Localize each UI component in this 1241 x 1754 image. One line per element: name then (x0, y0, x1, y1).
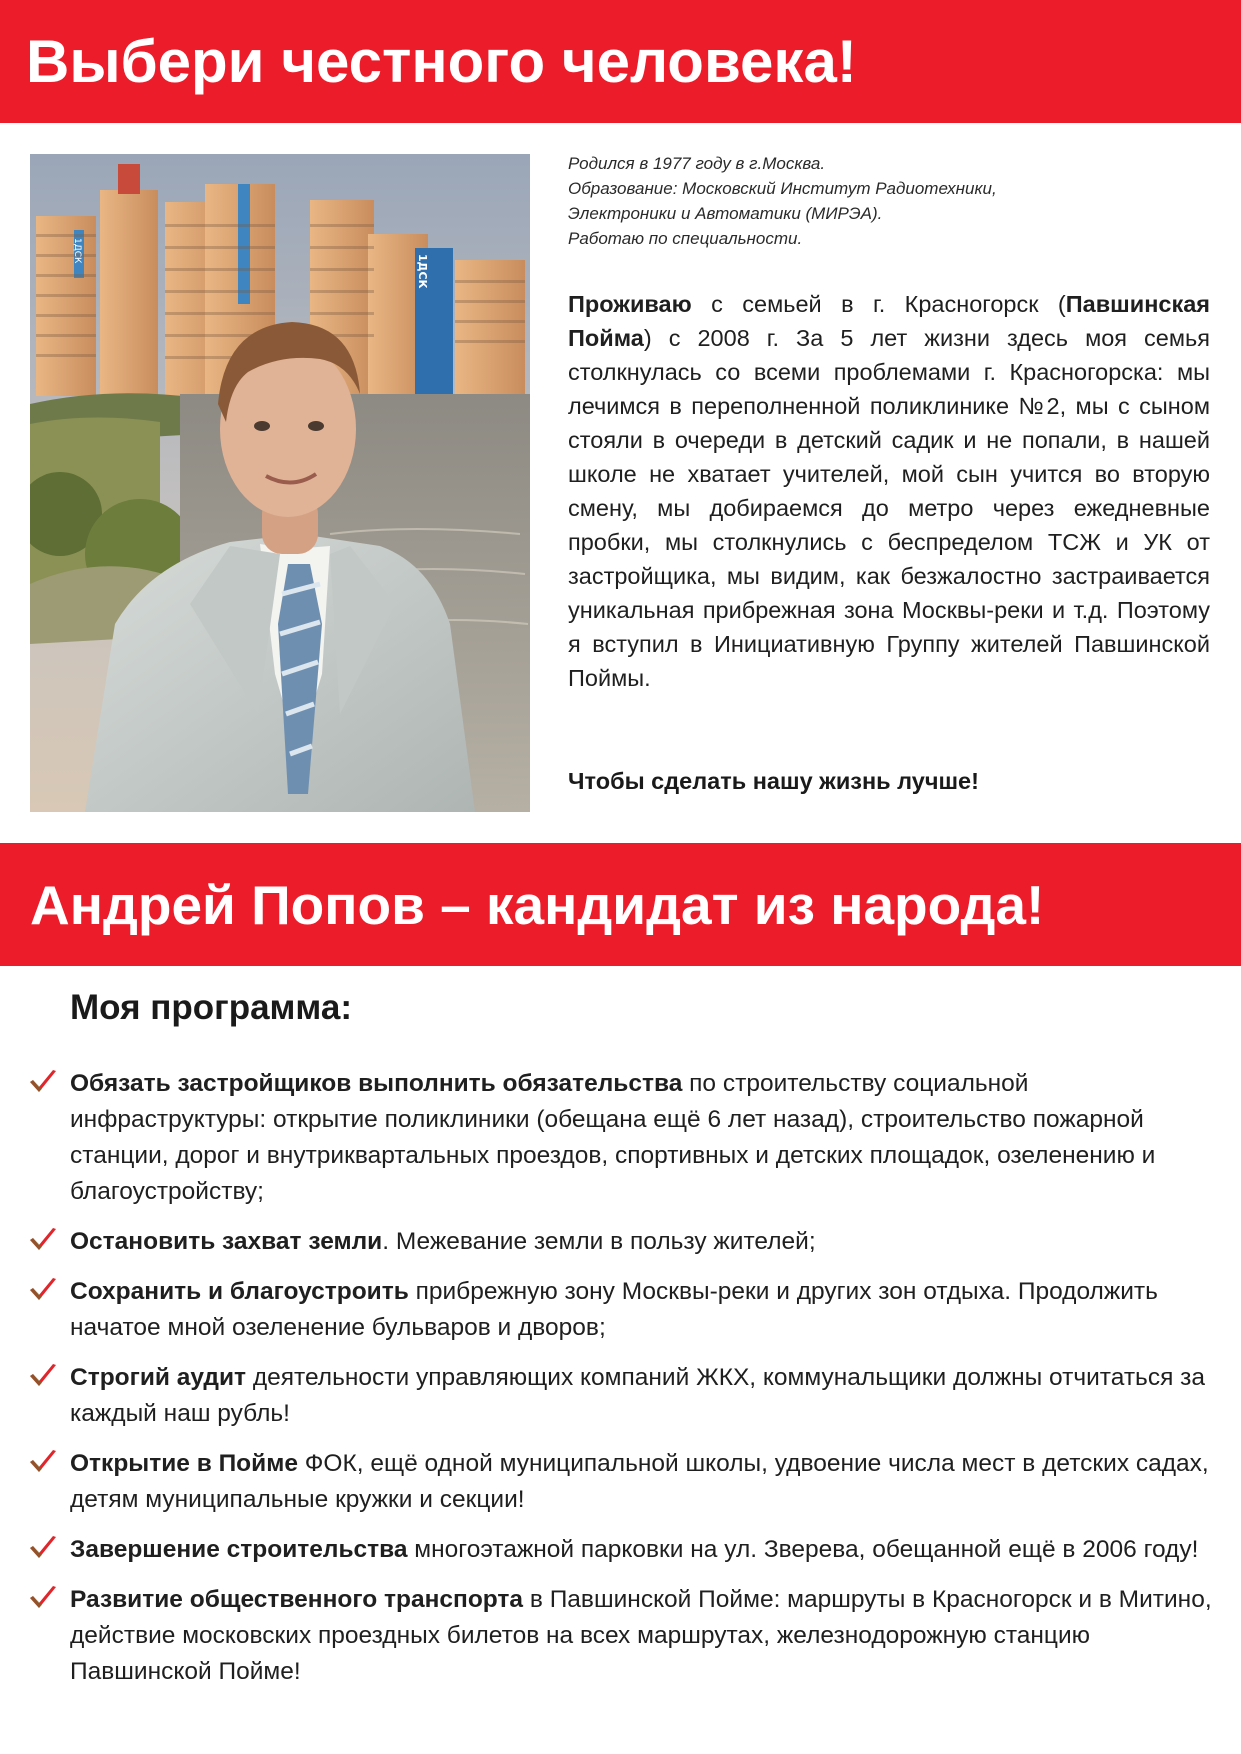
story-district: Павшинская Пойма (568, 291, 1210, 351)
program-item-lead: Сохранить и благоустроить (70, 1278, 409, 1305)
story-text-2: ) с 2008 г. За 5 лет жизни здесь моя семья столкнулась со всеми проблемами г. Красногорска: мы лечимся в переполненной поликлинике №2, мы с сыном стояли в очереди в детский садик и не попали, в нашей школе не хватает учителей, мой сын учится во вторую смену, мы добираемся до метро через ежедневные пробки, мы столкнулись с беспределом ТСЖ и УК от застройщика, мы видим, как безжалостно застраивается уникальная прибрежная зона Москвы-реки и т.д. Поэтому я вступил в Инициативную Группу жителей Павшинской Поймы. (568, 325, 1210, 691)
program-item-text: по строительству социальной инфраструктуры: открытие поликлиники (обещана ещё 6 лет назад), строительство пожарной станции, дорог и внутриквартальных проездов, спортивных и детских площадок, озеленению и благоустройству; (70, 1070, 1156, 1205)
checkmark-icon (28, 1069, 58, 1095)
checkmark-icon (28, 1449, 58, 1475)
program-item-text: ФОК, ещё одной муниципальной школы, удвоение числа мест в детских садах, детям муниципальные кружки и секции! (70, 1450, 1209, 1513)
program-item (26, 1274, 1216, 1346)
program-title: Моя программа: (70, 988, 352, 1027)
program-item-text: в Павшинской Пойме: маршруты в Красногорск и в Митино, действие московских проездных билетов на всех маршрутах, железнодорожную станцию Павшинской Пойме! (70, 1586, 1212, 1685)
program-list (26, 1066, 1216, 1690)
program-item (26, 1066, 1216, 1210)
candidate-banner (0, 843, 1241, 966)
program-item (26, 1582, 1216, 1690)
checkmark-icon (28, 1585, 58, 1611)
header-banner (0, 0, 1241, 123)
program-item-lead: Строгий аудит (70, 1364, 247, 1391)
bio-block (568, 151, 1210, 251)
program-item (26, 1224, 1216, 1260)
program-item (26, 1360, 1216, 1432)
checkmark-icon (28, 1535, 58, 1561)
bio-line-institute: Электроники и Автоматики (МИРЭА). (568, 204, 883, 223)
header-title: Выбери честного человека! (26, 28, 857, 95)
story-text-1: с семьей в г. Красногорск ( (691, 291, 1066, 317)
program-item-text: деятельности управляющих компаний ЖКХ, коммунальщики должны отчитаться за каждый наш рубль! (70, 1364, 1205, 1427)
building-sign-2: 1ДСК (416, 254, 429, 289)
building-sign-1: 1ДСК (72, 238, 82, 264)
program-item-lead: Завершение строительства (70, 1536, 408, 1563)
program-item-text: прибрежную зону Москвы-реки и других зон отдыха. Продолжить начатое мной озеленение бульваров и дворов; (70, 1278, 1158, 1341)
checkmark-icon (28, 1363, 58, 1389)
program-item-lead: Открытие в Пойме (70, 1450, 298, 1477)
story-paragraph (568, 287, 1210, 695)
program-item-lead: Развитие общественного транспорта (70, 1586, 524, 1613)
story-lead: Проживаю (568, 291, 692, 317)
program-item (26, 1532, 1216, 1568)
checkmark-icon (28, 1277, 58, 1303)
program-item-lead: Обязать застройщиков выполнить обязательства (70, 1070, 683, 1097)
bio-line-birth: Родился в 1977 году в г.Москва. (568, 154, 826, 173)
candidate-title: Андрей Попов – кандидат из народа! (30, 873, 1045, 936)
program-item-text: . Межевание земли в пользу жителей; (382, 1228, 816, 1255)
program-item-lead: Остановить захват земли (70, 1228, 383, 1255)
bio-line-education: Образование: Московский Институт Радиотехники, (568, 179, 997, 198)
bio-line-work: Работаю по специальности. (568, 229, 803, 248)
checkmark-icon (28, 1227, 58, 1253)
story-slogan: Чтобы сделать нашу жизнь лучше! (568, 768, 979, 794)
candidate-photo (30, 154, 530, 812)
program-item-text: многоэтажной парковки на ул. Зверева, обещанной ещё в 2006 году! (407, 1536, 1199, 1563)
program-item (26, 1446, 1216, 1518)
